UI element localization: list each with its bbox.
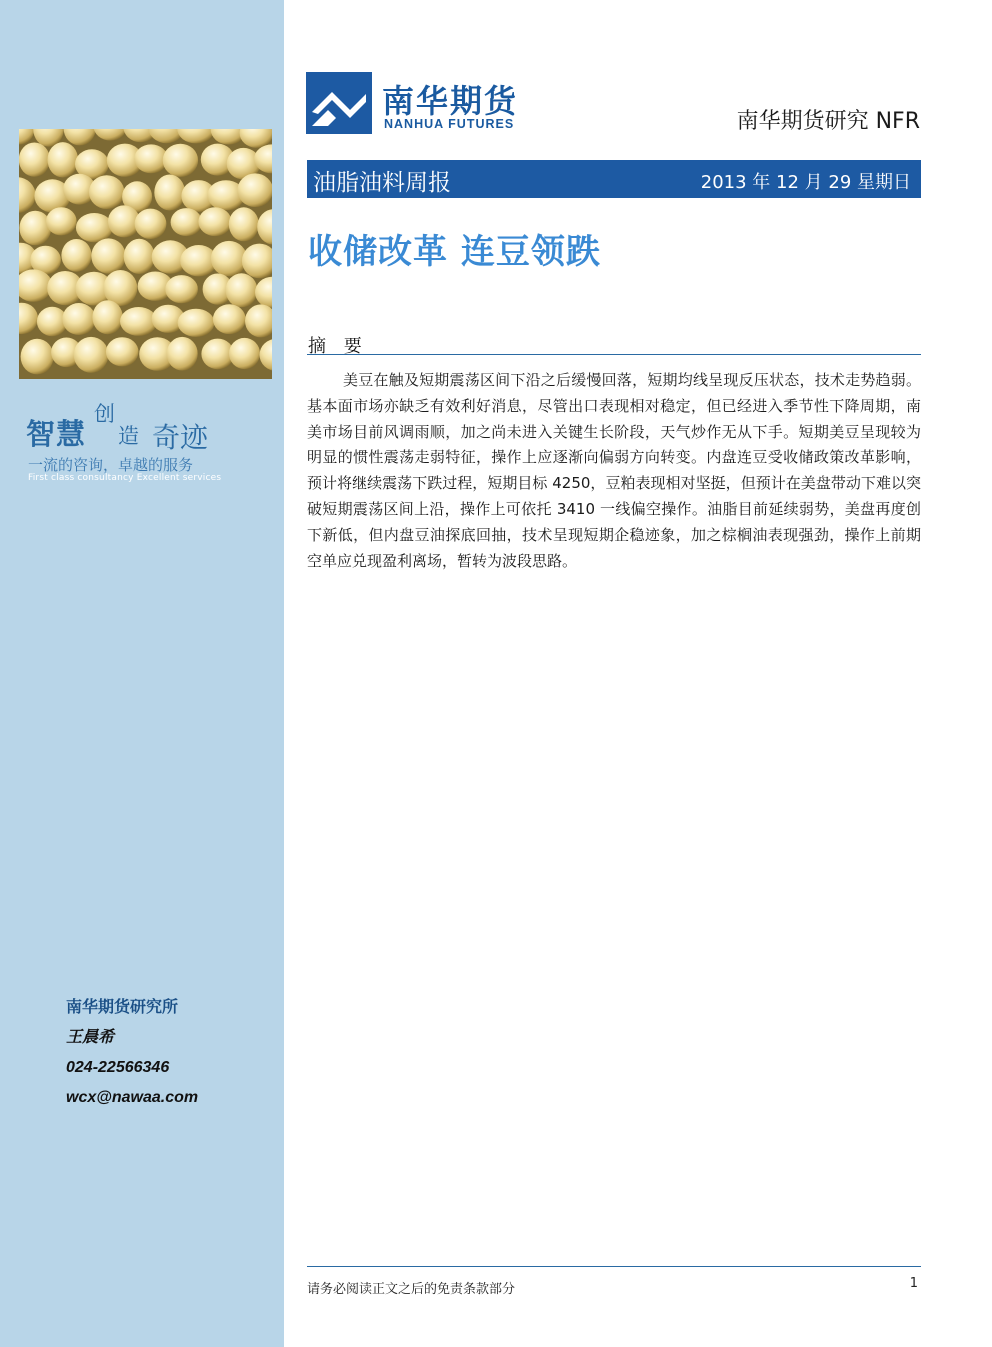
soybean-photo xyxy=(19,129,272,379)
soybean xyxy=(154,175,185,211)
contact-email[interactable]: wcx@nawaa.com xyxy=(66,1089,199,1106)
soybean xyxy=(178,309,215,337)
soybean xyxy=(61,239,91,272)
soybean xyxy=(19,143,50,177)
soybean xyxy=(165,275,198,303)
summary-paragraph: 美豆在触及短期震荡区间下沿之后缓慢回落，短期均线呈现反压状态，技术走势趋弱。基本面市场亦缺乏有效利好消息，尽管出口表现相对稳定，但已经进入季节性下降周期，南美市场目前风调雨顺，加之尚未进入关键生长阶段，天气炒作无从下手。短期美豆呈现较为明显的惯性震荡走弱特征，操作上应逐渐向偏弱方向转变。内盘连豆受收储政策改革影响，预计将继续震荡下跌过程，短期目标 4250，豆粕表现相对坚挺，但预计在美盘带动下难以突破短期震荡区间上沿，操作上可依托 3410 一线偏空操作。油脂目前延续弱势，美盘再度创下新低，但内盘豆油探底回抽，技术呈现短期企稳迹象，加之棕榈油表现强劲，操作上前期空单应兑现盈利离场，暂转为波段思路。 xyxy=(307,371,921,570)
slogan-create-2: 造 xyxy=(118,424,139,448)
company-logo xyxy=(306,72,534,138)
soybean-image xyxy=(19,129,272,379)
contact-org: 南华期货研究所 xyxy=(66,999,179,1016)
soybean xyxy=(62,303,95,335)
soybean xyxy=(226,273,258,307)
soybean xyxy=(237,173,272,207)
soybean xyxy=(229,207,259,241)
summary-divider xyxy=(307,354,921,355)
slogan xyxy=(26,398,266,488)
slogan-wisdom: 智慧 xyxy=(26,417,87,451)
soybean xyxy=(135,209,167,239)
logo-name-zh: 南华期货 xyxy=(382,82,519,120)
slogan-create-1: 创 xyxy=(94,402,115,426)
soybean xyxy=(74,337,109,373)
soybean xyxy=(167,337,198,371)
summary-heading: 摘 要 xyxy=(308,336,368,357)
nanhua-logo-icon xyxy=(306,72,372,134)
footer-divider xyxy=(307,1266,921,1267)
soybean xyxy=(211,241,247,276)
analyst-contact xyxy=(66,996,198,1116)
logo-name-en: NANHUA FUTURES xyxy=(384,117,515,131)
sidebar xyxy=(0,0,284,1347)
soybean xyxy=(106,337,139,366)
soybean xyxy=(229,338,260,369)
disclaimer-note: 请务必阅读正文之后的免责条款部分 xyxy=(307,1282,516,1297)
page-number: 1 xyxy=(909,1276,918,1291)
soybean xyxy=(48,142,79,177)
soybean xyxy=(163,144,198,177)
soybean xyxy=(19,211,51,246)
contact-name: 王晨希 xyxy=(66,1029,115,1046)
soybean xyxy=(76,213,113,242)
soybean xyxy=(213,304,246,334)
slogan-miracle: 奇迹 xyxy=(152,421,209,454)
research-label: 南华期货研究 NFR xyxy=(736,109,920,134)
soybean xyxy=(120,307,157,336)
soybean xyxy=(92,300,122,334)
slogan-subtitle-zh: 一流的咨询，卓越的服务 xyxy=(28,456,194,474)
soybean xyxy=(91,238,125,273)
soybean xyxy=(198,207,231,236)
soybean xyxy=(21,339,54,375)
soybean xyxy=(171,208,202,236)
soybean xyxy=(46,207,77,235)
contact-phone: 024-22566346 xyxy=(66,1059,170,1076)
slogan-subtitle-en: First class consultancy Excellent services xyxy=(28,473,222,483)
headline: 收储改革 连豆领跌 xyxy=(308,232,601,272)
soybean xyxy=(89,175,124,209)
soybean xyxy=(124,239,155,274)
report-date: 2013 年 12 月 29 星期日 xyxy=(700,172,911,193)
report-title-bar xyxy=(307,160,921,198)
report-series: 油脂油料周报 xyxy=(313,170,451,196)
